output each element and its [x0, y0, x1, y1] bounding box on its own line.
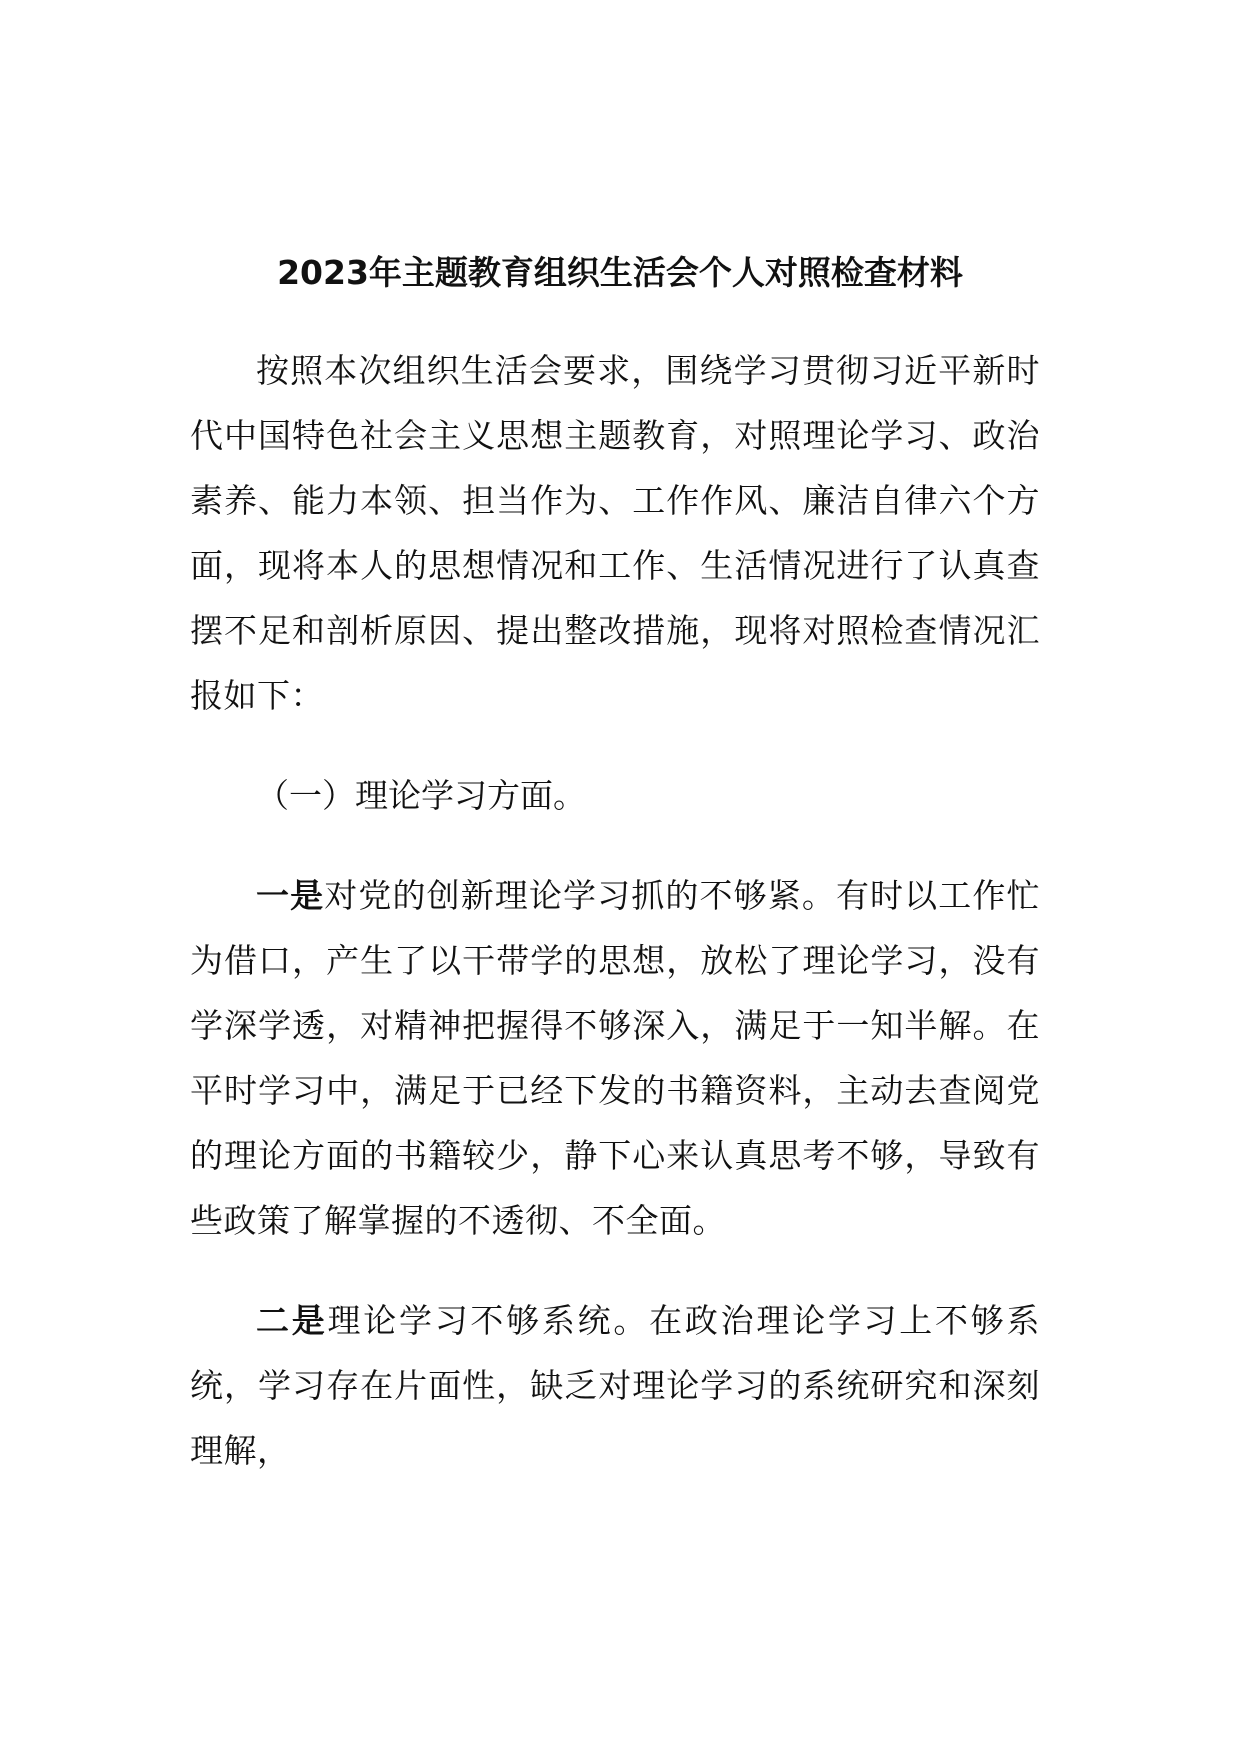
point-paragraph-2 [190, 1288, 1040, 1483]
paragraph-spacer [190, 828, 1040, 863]
intro-paragraph: 按照本次组织生活会要求，围绕学习贯彻习近平新时代中国特色社会主义思想主题教育，对照理论学习、政治素养、能力本领、担当作为、工作作风、廉洁自律六个方面，现将本人的思想情况和工作、生活情况进行了认真查摆不足和剖析原因、提出整改措施，现将对照检查情况汇报如下： [190, 351, 1040, 715]
paragraph-spacer [190, 728, 1040, 763]
point-paragraph-1 [190, 863, 1040, 1253]
document-body [190, 248, 1040, 1483]
point-lead: 一是 [256, 876, 325, 915]
section-heading: （一）理论学习方面。 [256, 776, 586, 815]
paragraph-spacer [190, 1253, 1040, 1288]
point-text: 对党的创新理论学习抓的不够紧。有时以工作忙为借口，产生了以干带学的思想，放松了理论学习，没有学深学透，对精神把握得不够深入，满足于一知半解。在平时学习中，满足于已经下发的书籍资料，主动去查阅党的理论方面的书籍较少，静下心来认真思考不够，导致有些政策了解掌握的不透彻、不全面。 [190, 876, 1041, 1240]
point-text: 理论学习不够系统。在政治理论学习上不够系统，学习存在片面性，缺乏对理论学习的系统研究和深刻理解， [190, 1301, 1041, 1470]
point-lead: 二是 [256, 1301, 328, 1340]
document-title: 2023年主题教育组织生活会个人对照检查材料 [277, 253, 963, 292]
